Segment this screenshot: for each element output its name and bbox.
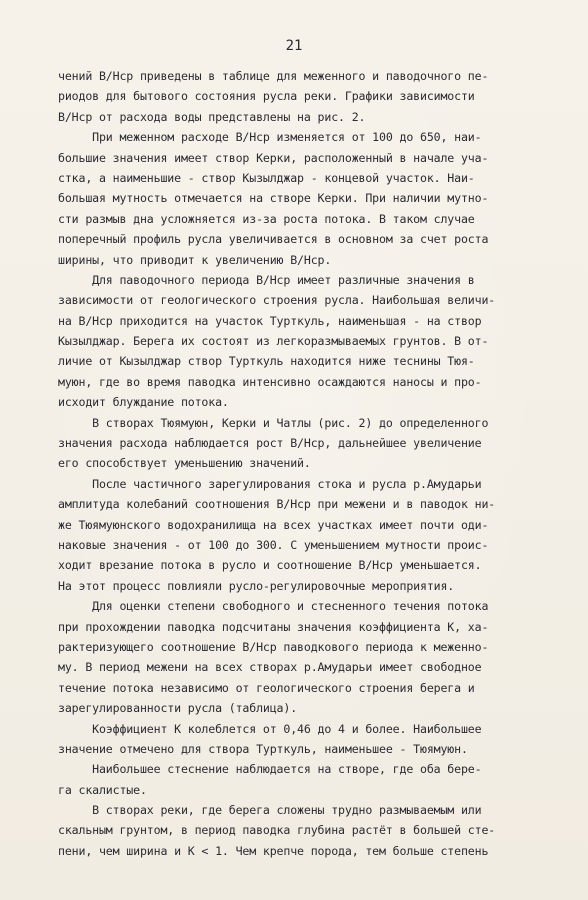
body-text: [58, 66, 508, 861]
text-line: После частичного зарегулирования стока и русла р.Амударьи: [58, 476, 482, 491]
text-line: значения расхода наблюдается рост В/Hср, дальнейшее увеличение: [58, 436, 482, 451]
text-line: ходит врезание потока в русло и соотношение В/Hср уменьшается.: [58, 558, 482, 573]
text-line: на В/Hср приходится на участок Турткуль, наименьшая - на створ: [58, 313, 482, 328]
text-line: При меженном расходе В/Hср изменяется от 100 до 650, наи-: [58, 130, 482, 145]
text-line: Для паводочного периода В/Hср имеет различные значения в: [58, 272, 475, 287]
text-line: при прохождении паводка подсчитаны значения коэффициента К, ха-: [58, 619, 489, 634]
text-line: В створах Тюямуюн, Керки и Чатлы (рис. 2) до определенного: [58, 415, 489, 430]
text-line: В/Hср от расхода воды представлены на рис. 2.: [58, 109, 366, 124]
text-line: амплитуда колебаний соотношения В/Hср при межени и в паводок ни-: [58, 497, 496, 512]
text-line: му. В период межени на всех створах р.Амударьи имеет свободное: [58, 660, 482, 675]
text-line: ширины, что приводит к увеличению В/Hср.: [58, 252, 332, 267]
text-line: На этот процесс повлияли русло-регулировочные мероприятия.: [58, 578, 455, 593]
text-line: большая мутность отмечается на створе Керки. При наличии мутно-: [58, 191, 489, 206]
text-line: рактеризующего соотношение В/Hср паводкового периода к меженно-: [58, 639, 489, 654]
text-line: зарегулированности русла (таблица).: [58, 701, 298, 716]
text-line: поперечный профиль русла увеличивается в основном за счет роста: [58, 232, 489, 247]
text-line: скальным грунтом, в период паводка глубина растёт в большей сте-: [58, 823, 496, 838]
text-line: сти размыв дна усложняется из-за роста потока. В таком случае: [58, 211, 475, 226]
page-number: 21: [285, 38, 303, 54]
text-line: наковые значения - от 100 до 300. С уменьшением мутности проис-: [58, 537, 489, 552]
text-line: значение отмечено для створа Турткуль, наименьшее - Тюямуюн.: [58, 741, 468, 756]
text-line: Кызылджар. Берега их состоят из легкоразмываемых грунтов. В от-: [58, 334, 489, 349]
text-line: исходит блуждание потока.: [58, 395, 229, 410]
text-line: га скалистые.: [58, 782, 147, 797]
text-line: стка, а наименьшие - створ Кызылджар - концевой участок. Наи-: [58, 170, 475, 185]
text-line: Наибольшее стеснение наблюдается на створе, где оба бере-: [58, 762, 482, 777]
text-line: риодов для бытового состояния русла реки. Графики зависимости: [58, 89, 475, 104]
text-line: Коэффициент К колеблется от 0,46 до 4 и более. Наибольшее: [58, 721, 482, 736]
text-line: В створах реки, где берега сложены трудно размываемым или: [58, 803, 482, 818]
text-line: его способствует уменьшению значений.: [58, 456, 311, 471]
text-line: муюн, где во время паводка интенсивно осаждаются наносы и про-: [58, 374, 482, 389]
text-line: течение потока независимо от геологического строения берега и: [58, 680, 475, 695]
text-line: же Тюямуюнского водохранилища на всех участках имеет почти оди-: [58, 517, 489, 532]
text-line: большие значения имеет створ Керки, расположенный в начале уча-: [58, 150, 489, 165]
text-line: личие от Кызылджар створ Турткуль находится ниже теснины Тюя-: [58, 354, 475, 369]
text-line: Для оценки степени свободного и стесненного течения потока: [58, 599, 489, 614]
text-line: пени, чем ширина и К < 1. Чем крепче порода, тем больше степень: [58, 843, 489, 858]
text-line: чений В/Hср приведены в таблице для меженного и паводочного пе-: [58, 69, 489, 83]
text-line: зависимости от геологического строения русла. Наибольшая величи-: [58, 293, 496, 308]
